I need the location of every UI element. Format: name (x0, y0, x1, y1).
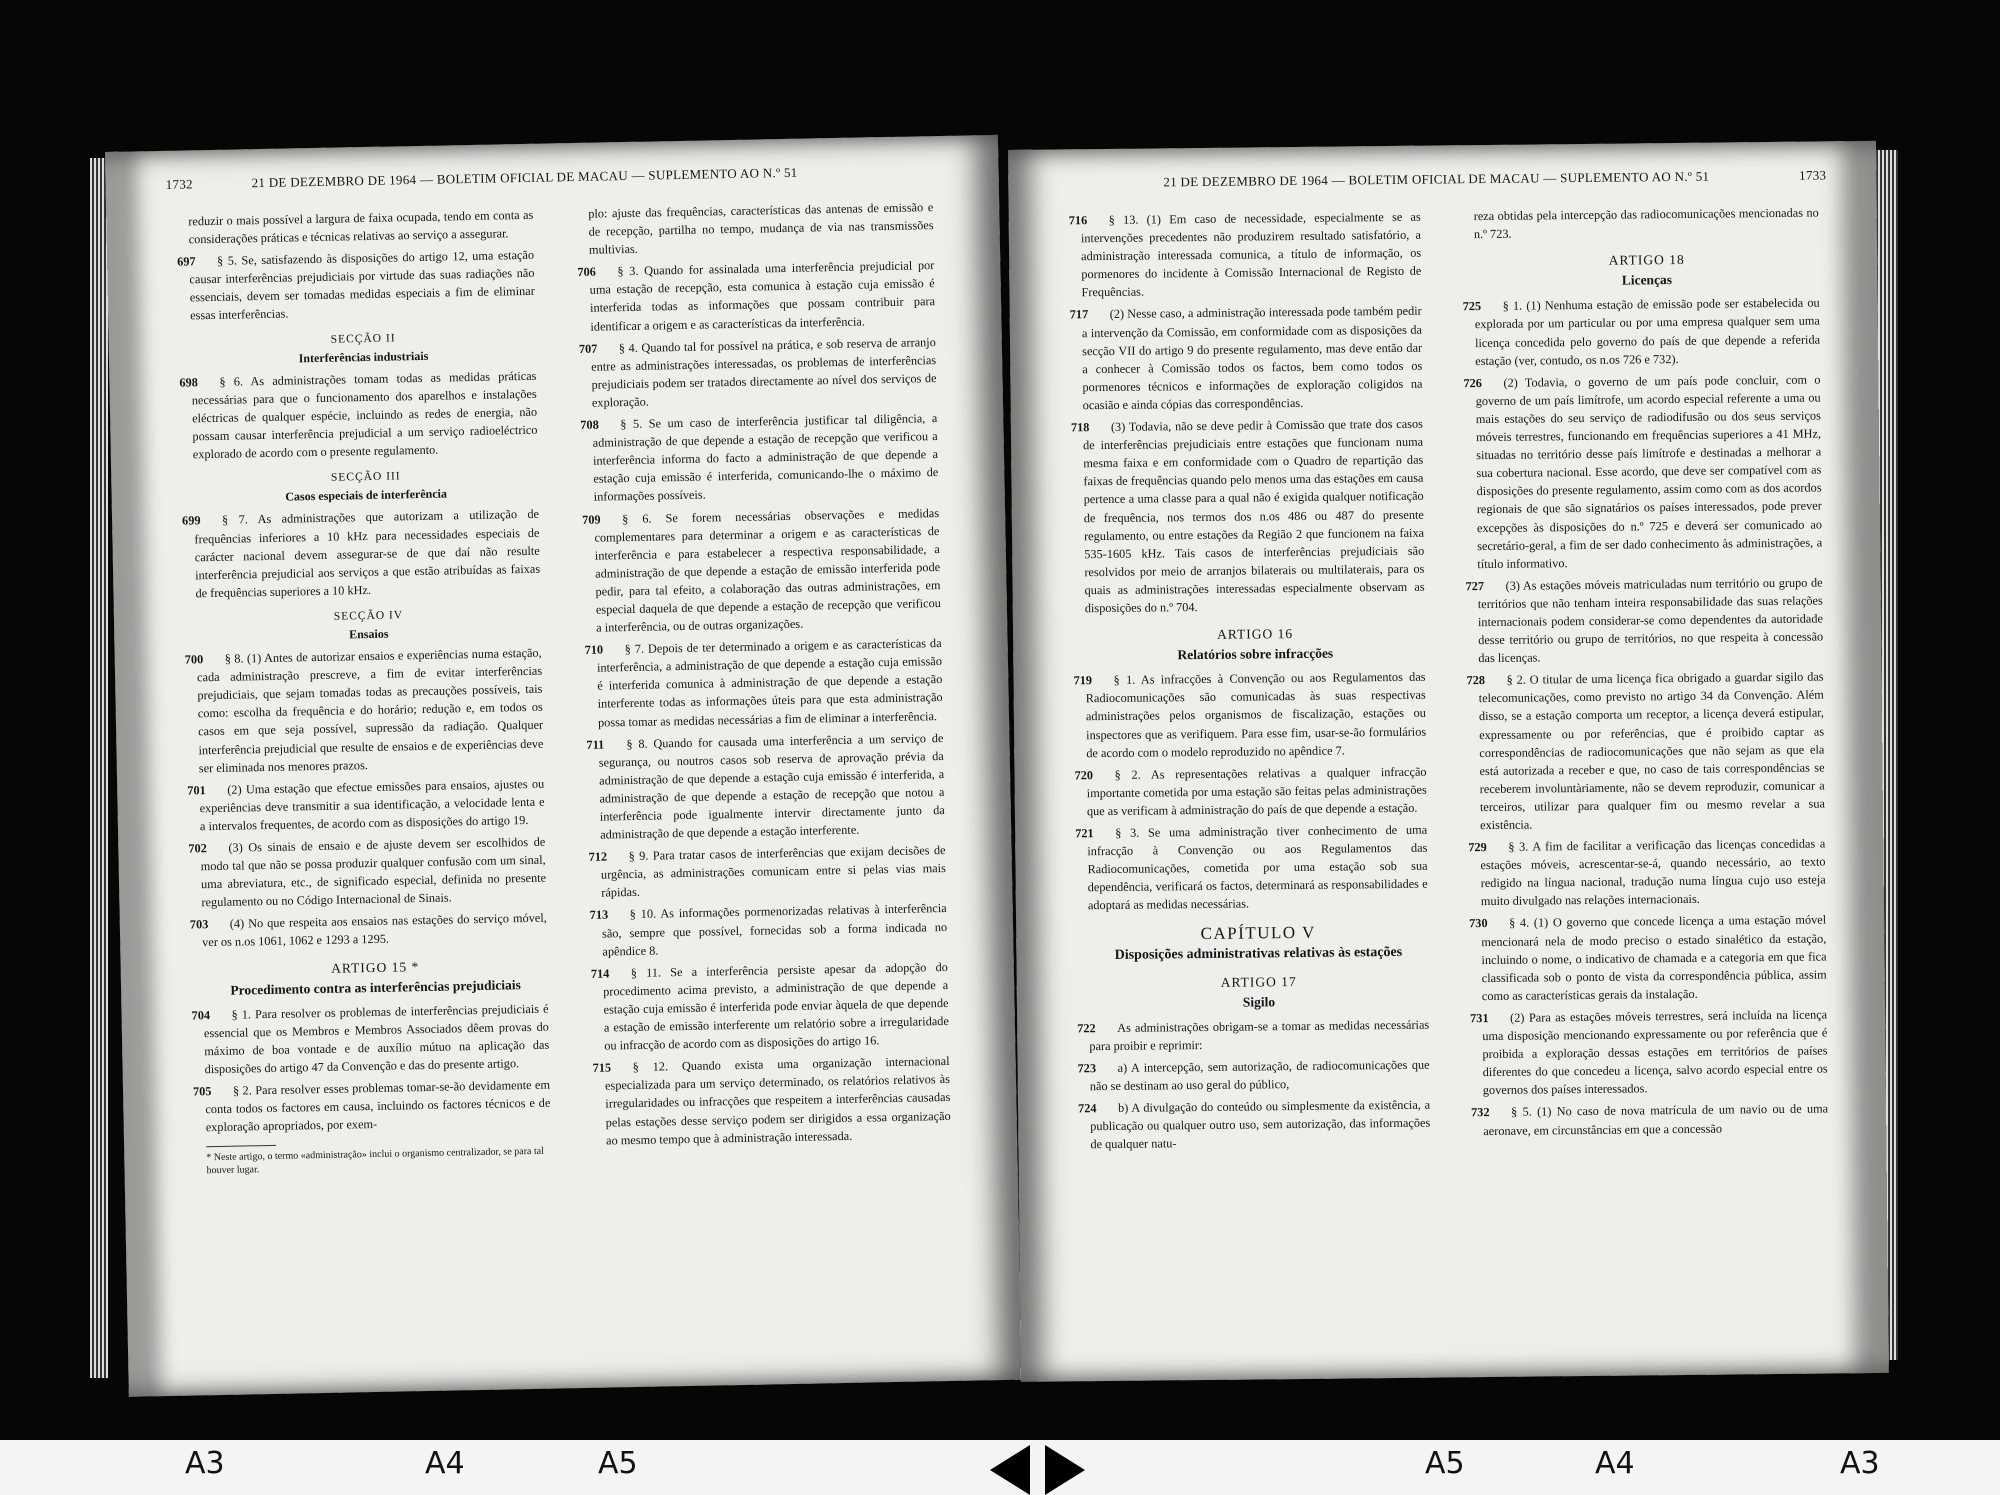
article-heading: ARTIGO 17 (1220, 973, 1297, 990)
margin-mark (1840, 1446, 1880, 1481)
mark-digit: 5 (1445, 1446, 1465, 1481)
para-text: § 2. O titular de uma licença fica obrigado a guardar sigilo das telecomunicações, como previsto no artigo 34 da Convenção. Além disso, se a estação comporta um receptor, a licença deverá estipular, expressamente ou por referências, que é proibido captar as correspondências de radiocomunicações que não sejam as que ela está autorizada a receber e que, no caso de tais correspondências se receberem involuntàriamente, não se devem reproduzir, comunicar a terceiros, utilizar para qualquer fim ou mesmo revelar a sua existência. (1478, 669, 1825, 833)
paragraph-722 (1077, 1015, 1430, 1055)
para-number: 719 (1073, 673, 1093, 688)
para-number: 722 (1077, 1020, 1096, 1036)
paragraph-715 (592, 1052, 952, 1149)
para-text: (2) Uma estação que efectue emissões para ensaios, ajustes ou experiências deve transmitir a sua identificação, a velocidade lenta e a intervalos frequentes, de acordo com as disposições do artigo 19. (199, 776, 545, 834)
mark-letter: A (185, 1446, 206, 1481)
para-text: § 8. (1) Antes de autorizar ensaios e experiências numa estação, cada administração prescreve, a fim de evitar interferências prejudiciais, que sejam tomadas todas as precauções possíveis, tais como: escolha da frequência e do horário; redução e, em todos os casos em que seja possível, supressão da radiação. Qualquer interferência prejudicial que resulte de ensaios e de experiências deve ser eliminada nos menores prazos. (196, 645, 544, 775)
section-heading: SECÇÃO III (330, 470, 401, 484)
para-number: 698 (179, 375, 199, 390)
article-heading: ARTIGO 15 * (330, 958, 420, 976)
para-number: 727 (1465, 578, 1485, 594)
para-text: (3) Os sinais de ensaio e de ajuste devem ser escolhidos de modo tal que não se possa produzir qualquer confusão com um sinal, uma abreviatura, etc., de significado especial, definida no presente regulamento ou no Código Internacional de Sinais. (200, 834, 547, 910)
section-title: Ensaios (348, 626, 389, 642)
section-heading: SECÇÃO IV (333, 609, 404, 623)
mark-letter: A (1595, 1446, 1616, 1481)
paragraph-700 (184, 644, 544, 777)
para-number: 717 (1069, 307, 1089, 322)
continued-text: reduzir o mais possível a largura de faixa ocupada, tendo em conta as considerações práticas e técnicas relativas ao serviço a assegurar. (188, 207, 534, 247)
para-number: 724 (1077, 1101, 1097, 1116)
mark-letter: A (425, 1446, 446, 1481)
right-column-2 (1462, 204, 1829, 1144)
para-text: a) A intercepção, sem autorização, de radiocomunicações que não se destinam ao uso geral do público, (1089, 1057, 1430, 1094)
para-text: (2) Para as estações móveis terrestres, será incluída na licença uma disposição mencionando expressamente ou por referência que é proibida a exploração dessas estações em territórios de países diferentes do que concedeu a licença, salvo acordo especial entre os governos dos países interessados. (1482, 1007, 1828, 1098)
margin-mark (185, 1446, 225, 1481)
para-number: 723 (1077, 1061, 1097, 1076)
section-title: Interferências industriais (298, 348, 429, 365)
para-text: (4) No que respeita aos ensaios nas estações do serviço móvel, ver os n.os 1061, 1062 e 1293 a 1295. (202, 911, 547, 950)
para-number: 700 (184, 652, 204, 667)
paragraph-725 (1462, 294, 1821, 370)
paragraph-701 (187, 774, 545, 835)
left-column-2 (577, 198, 951, 1153)
para-text: (3) Todavia, não se deve pedir à Comissão que trate dos casos de interferências prejudiciais entre estações que funcionam numa mesma faixa e em conformidade com o Quadro de repartição das faixas de frequências quando pelo menos uma das estações em causa pertence a uma classe para a qual não é exigida qualquer notificação de frequência, nos termos dos n.os 486 ou 487 do presente regulamento, ou entre estações da Região 2 que funcionem na faixa 535-1605 kHz. Tais casos de interferências prejudiciais são resolvidos por meio de arranjos bilaterais ou multilaterais, para os quais as administrações interessadas especialmente observam as disposições do n.º 704. (1083, 416, 1425, 616)
para-text: § 3. A fim de facilitar a verificação das licenças concedidas a estações móveis, acrescentar-se-á, quando necessário, ao texto redigido na língua nacional, tradução numa língua cujo uso esteja muito divulgado nas relações internacionais. (1480, 836, 1826, 909)
para-text: § 12. Quando exista uma organização internacional especializada para um serviço determinado, os relatórios relativos às irregularidades ou infracções que respeitem a interferências causadas pelas estações desse serviço podem ser dirigidos a essa organização ao mesmo tempo que à administração interessada. (604, 1054, 951, 1148)
para-text: § 6. Se forem necessárias observações e medidas complementares para determinar a origem e as características de interferência e para estabelecer a respectiva responsabilidade, a administração de que depende a estação de emissão interferida pode pedir, para tal efeito, a colaboração das outras administrações, em especial daquela de que depende a estação de recepção que verificou a interferência, ou de outras organizações. (594, 505, 941, 635)
para-text: § 5. (1) No caso de nova matrícula de um navio ou de uma aeronave, em circunstâncias em que a concessão (1483, 1101, 1829, 1138)
paragraph-711 (586, 729, 945, 844)
para-text: § 7. As administrações que autorizam a utilização de frequências inferiores a 10 kHz para necessidades especiais de carácter nacional devem assegurar-se de que daí não resulte interferência prejudicial aos serviços a que estão atribuídas as faixas de frequências superiores a 10 kHz. (194, 507, 541, 601)
paragraph-708 (580, 409, 939, 506)
paragraph-719 (1073, 668, 1427, 762)
paragraph-723 (1077, 1056, 1430, 1096)
para-text: b) A divulgação do conteúdo ou simplesmente da existência, a publicação ou qualquer outro uso, sem autorização, das informações de qualquer natu- (1090, 1097, 1431, 1152)
para-number: 715 (592, 1060, 612, 1076)
para-text: § 1. As infracções à Convenção ou aos Regulamentos das Radiocomunicações são comunicadas às suas respectivas administrações pelos organismos de fiscalização, estações ou inspectores que as verifiquem. Para esse fim, usar-se-ão formulários de acordo com o modelo reproduzido no apêndice 7. (1085, 669, 1427, 760)
margin-mark (425, 1446, 465, 1481)
para-number: 716 (1068, 213, 1088, 228)
continued-text: plo: ajuste das frequências, características das antenas de emissão e de recepção, partilha no tempo, mudança de via nas transmissões multivias. (588, 200, 934, 257)
mark-letter: A (598, 1446, 619, 1481)
mark-digit: 3 (205, 1446, 225, 1481)
para-text: § 5. Se um caso de interferência justificar tal diligência, a administração de que depende a estação de recepção que verificou a interferência informa do facto a administração de que depende a estação cuja emissão é interferida, comunicando-lhe o máximo de informações possíveis. (592, 411, 939, 505)
paragraph-710 (584, 634, 943, 731)
running-title: 21 DE DEZEMBRO DE 1964 — BOLETIM OFICIAL DE MACAU — SUPLEMENTO AO N.º 51 (1163, 168, 1710, 190)
article-title: Relatórios sobre infracções (1177, 645, 1334, 663)
footnote: * Neste artigo, o termo «administração» inclui o organismo centralizador, se para tal houver lugar. (206, 1146, 545, 1177)
left-column-1 (176, 206, 551, 1178)
para-number: 699 (181, 513, 201, 528)
para-number: 707 (578, 341, 598, 356)
running-title: 21 DE DEZEMBRO DE 1964 — BOLETIM OFICIAL DE MACAU — SUPLEMENTO AO N.º 51 (251, 164, 798, 191)
para-number: 704 (191, 1007, 211, 1023)
footnote-rule (206, 1145, 276, 1147)
para-number: 731 (1470, 1010, 1489, 1026)
paragraph-697 (176, 246, 535, 325)
left-page-header (165, 162, 958, 203)
paragraph-712 (588, 841, 947, 902)
para-number: 705 (192, 1084, 212, 1099)
para-text: (3) As estações móveis matriculadas num território ou grupo de territórios que não tenham inteira responsabilidade das suas relações internacionais podem considerar-se como dependentes da autoridade desse território ou grupo de territórios, no que respeita à concessão das licenças. (1477, 575, 1824, 666)
paragraph-716 (1068, 208, 1422, 302)
paragraph-702 (188, 833, 547, 912)
para-number: 730 (1469, 916, 1488, 931)
para-number: 712 (588, 849, 608, 865)
paragraph-718 (1070, 415, 1425, 618)
mark-letter: A (1425, 1446, 1446, 1481)
paragraph-729 (1468, 835, 1826, 911)
para-text: § 7. Depois de ter determinado a origem e as características da interferência, a administração de que depende a estação cuja emissão é interferida comunica à administração de que depende a estação interferente todas as informações úteis para que esta administração possa tomar as medidas necessárias a fim de eliminar a interferência. (596, 636, 943, 730)
page-number: 1733 (1799, 167, 1827, 183)
article-heading: ARTIGO 18 (1608, 252, 1685, 268)
para-number: 697 (176, 254, 196, 269)
para-number: 706 (577, 264, 596, 280)
chapter-title: Disposições administrativas relativas às estações (1114, 944, 1403, 963)
paragraph-721 (1075, 821, 1428, 915)
para-number: 702 (188, 841, 207, 856)
paragraph-724 (1077, 1096, 1431, 1154)
paragraph-698 (179, 367, 538, 464)
para-text: § 1. Para resolver os problemas de interferências prejudiciais é essencial que os Membros e Membros Associados dêem provas do máximo de boa vontade e de auxílio mútuo na aplicação das disposições do artigo 47 da Convenção e das do presente artigo. (203, 1001, 550, 1077)
para-number: 725 (1462, 299, 1482, 314)
para-number: 713 (589, 907, 609, 923)
para-text: § 13. (1) Em caso de necessidade, especialmente se as intervenções precedentes não produzirem resultado satisfatório, a administração interessada comunica, a título de informação, os pormenores do incidente à Comissão Internacional de Registo de Frequências. (1080, 209, 1422, 300)
para-text: § 2. As representações relativas a qualquer infracção importante cometida por uma estação são feitas pelas administrações que as verificam à administração do país de que depende a estação. (1086, 764, 1427, 819)
paragraph-727 (1465, 573, 1824, 667)
para-number: 720 (1074, 767, 1094, 783)
para-number: 732 (1471, 1105, 1490, 1120)
page-number: 1732 (165, 176, 193, 192)
paragraph-703 (189, 909, 548, 952)
paragraph-706 (577, 256, 936, 335)
right-page-header (1068, 167, 1836, 201)
paragraph-714 (590, 958, 950, 1055)
para-text: § 4. Quando tal for possível na prática, e sob reserva de arranjo entre as administrações interessadas, os problemas de interferências prejudiciais podem ser tratados directamente ao nível dos serviços de exploração. (591, 334, 937, 410)
paragraph-709 (582, 504, 941, 637)
para-text: § 4. (1) O governo que concede licença a uma estação móvel mencionará nela de modo preciso o estado sinalético da estação, incluindo o nome, o indicativo de chamada e a categoria em que fica classificada sob o ponto de vista da correspondência pública, assim como as características gerais da instalação. (1481, 912, 1827, 1003)
para-text: § 8. Quando for causada uma interferência a um serviço de segurança, ou noutros casos sob reserva de aprovação prévia da administração de que depende a estação cuja emissão é interferida, a administração de que depende a estação de recepção que notou a interferência pode igualmente intervir directamente junto da administração de que depende a estação interferente. (598, 730, 945, 842)
paragraph-699 (181, 505, 541, 602)
mark-digit: 5 (618, 1446, 638, 1481)
margin-mark (1595, 1446, 1635, 1481)
para-text: § 3. Se uma administração tiver conhecimento de uma infracção à Convenção ou aos Regulamentos das Radiocomunicações, cometida por uma estação sob sua dependência, verificará os factos, determinará as responsabilidades e adoptará as medidas necessárias. (1087, 822, 1428, 913)
mark-letter: A (1840, 1446, 1861, 1481)
para-text: § 10. As informações pormenorizadas relativas à interferência são, sempre que possível, fornecidas sob a forma indicada no apêndice 8. (601, 901, 948, 959)
paragraph-726 (1463, 370, 1823, 573)
para-number: 729 (1468, 840, 1487, 855)
article-title: Procedimento contra as interferências prejudiciais (230, 976, 521, 998)
para-text: § 3. Quando for assinalada uma interferência prejudicial por uma estação de recepção, esta comunica à estação cuja emissão é interferida todas as informações que possam contribuir para identificar a origem e as características da interferência. (589, 258, 936, 334)
right-page (1008, 141, 1889, 1382)
para-text: § 9. Para tratar casos de interferências que exijam decisões de urgência, as administrações comunicam entre si pelas vias mais rápidas. (600, 843, 947, 900)
article-title: Sigilo (1242, 994, 1276, 1010)
para-number: 714 (590, 966, 610, 981)
para-text: § 1. (1) Nenhuma estação de emissão pode ser estabelecida ou explorada por um particular ou por uma empresa qualquer sem uma licença concedida pelo governo do país de que depende a referida estação (ver, contudo, os n.os 726 e 732). (1474, 295, 1821, 368)
para-number: 718 (1070, 420, 1090, 435)
arrow-right-icon (1045, 1445, 1085, 1495)
para-number: 708 (580, 417, 599, 432)
article-title: Licenças (1621, 272, 1673, 288)
section-title: Casos especiais de interferência (285, 486, 448, 504)
para-text: § 11. Se a interferência persiste apesar da adopção do procedimento acima previsto, a administração de que depende a estação cuja emissão é interferida pode enviar àquela de que depende a estação de emissão interferente um relatório sobre a irregularidade ou infracção de acordo com as disposições do artigo 16. (603, 959, 949, 1053)
paragraph-713 (589, 899, 948, 960)
para-number: 701 (187, 782, 206, 798)
para-text: (2) Nesse caso, a administração interessada pode também pedir a intervenção da Comissão, em conformidade com as disposições da secção VII do artigo 9 do presente regulamento, mas deve então dar a conhecer à Comissão todos os factos, bem como todos os pormenores técnicos e informações de exploração coligidos na ocasião e ainda cópias das correspondências. (1081, 304, 1423, 413)
paragraph-707 (578, 333, 937, 412)
para-text: § 2. Para resolver esses problemas tomar-se-ão devidamente em conta todos os factores em causa, incluindo os factores técnicos e de exploração apropriados, por exem- (205, 1077, 551, 1135)
continued-text: reza obtidas pela intercepção das radiocomunicações mencionadas no n.º 723. (1473, 205, 1819, 242)
para-number: 709 (582, 512, 601, 527)
para-number: 721 (1075, 826, 1094, 841)
paragraph-704 (191, 999, 550, 1078)
para-text: As administrações obrigam-se a tomar as medidas necessárias para proibir e reprimir: (1089, 1017, 1430, 1054)
paragraph-717 (1069, 302, 1423, 414)
margin-mark (1425, 1446, 1465, 1481)
right-column-1 (1068, 208, 1431, 1158)
para-number: 703 (189, 917, 209, 932)
margin-mark (598, 1446, 638, 1481)
para-number: 711 (586, 737, 605, 752)
mark-digit: 3 (1860, 1446, 1880, 1481)
section-heading: SECÇÃO II (330, 332, 396, 346)
paragraph-732 (1471, 1100, 1829, 1140)
para-number: 728 (1466, 673, 1486, 688)
paragraph-728 (1466, 668, 1825, 834)
paragraph-720 (1074, 762, 1427, 820)
paragraph-731 (1470, 1005, 1828, 1099)
paragraph-730 (1469, 911, 1827, 1005)
mark-digit: 4 (1615, 1446, 1635, 1481)
mark-digit: 4 (445, 1446, 465, 1481)
para-number: 726 (1463, 375, 1482, 390)
para-text: § 5. Se, satisfazendo às disposições do artigo 12, uma estação causar interferências prejudiciais por virtude das suas radiações não essenciais, devem ser tomadas medidas especiais a fim de eliminar essas interferências. (189, 247, 535, 323)
chapter-heading: CAPÍTULO V (1200, 923, 1316, 944)
paragraph-705 (192, 1076, 551, 1137)
left-page (105, 135, 1022, 1397)
para-number: 710 (584, 642, 604, 658)
left-page-edge (90, 158, 108, 1378)
para-text: § 6. As administrações tomam todas as medidas práticas necessárias para que o funcionamento dos aparelhos e instalações eléctricas de qualquer espécie, incluindo as redes de energia, não possam causar interferência prejudicial a um serviço radioeléctrico explorado de acordo com o presente regulamento. (191, 368, 538, 462)
para-text: (2) Todavia, o governo de um país pode concluir, com o governo de um país limítrofe, um acordo especial referente a uma ou mais estações do seu serviço de radiodifusão ou dos seus serviços móveis terrestres, funcionando em frequências superiores a 41 MHz, situadas no território desse país limítrofe e destinadas a melhorar a sua cobertura nacional. Esse acordo, que deve ser compatível com as disposições do presente regulamento, assim como com as dos acordos regionais de que são signatários os países interessados, pode prever excepções às disposições do n.º 725 e deverá ser comunicado ao secretário-geral, a fim de ser dado conhecimento às administrações, a título informativo. (1475, 372, 1823, 571)
article-heading: ARTIGO 16 (1216, 626, 1294, 642)
arrow-left-icon (990, 1445, 1030, 1495)
